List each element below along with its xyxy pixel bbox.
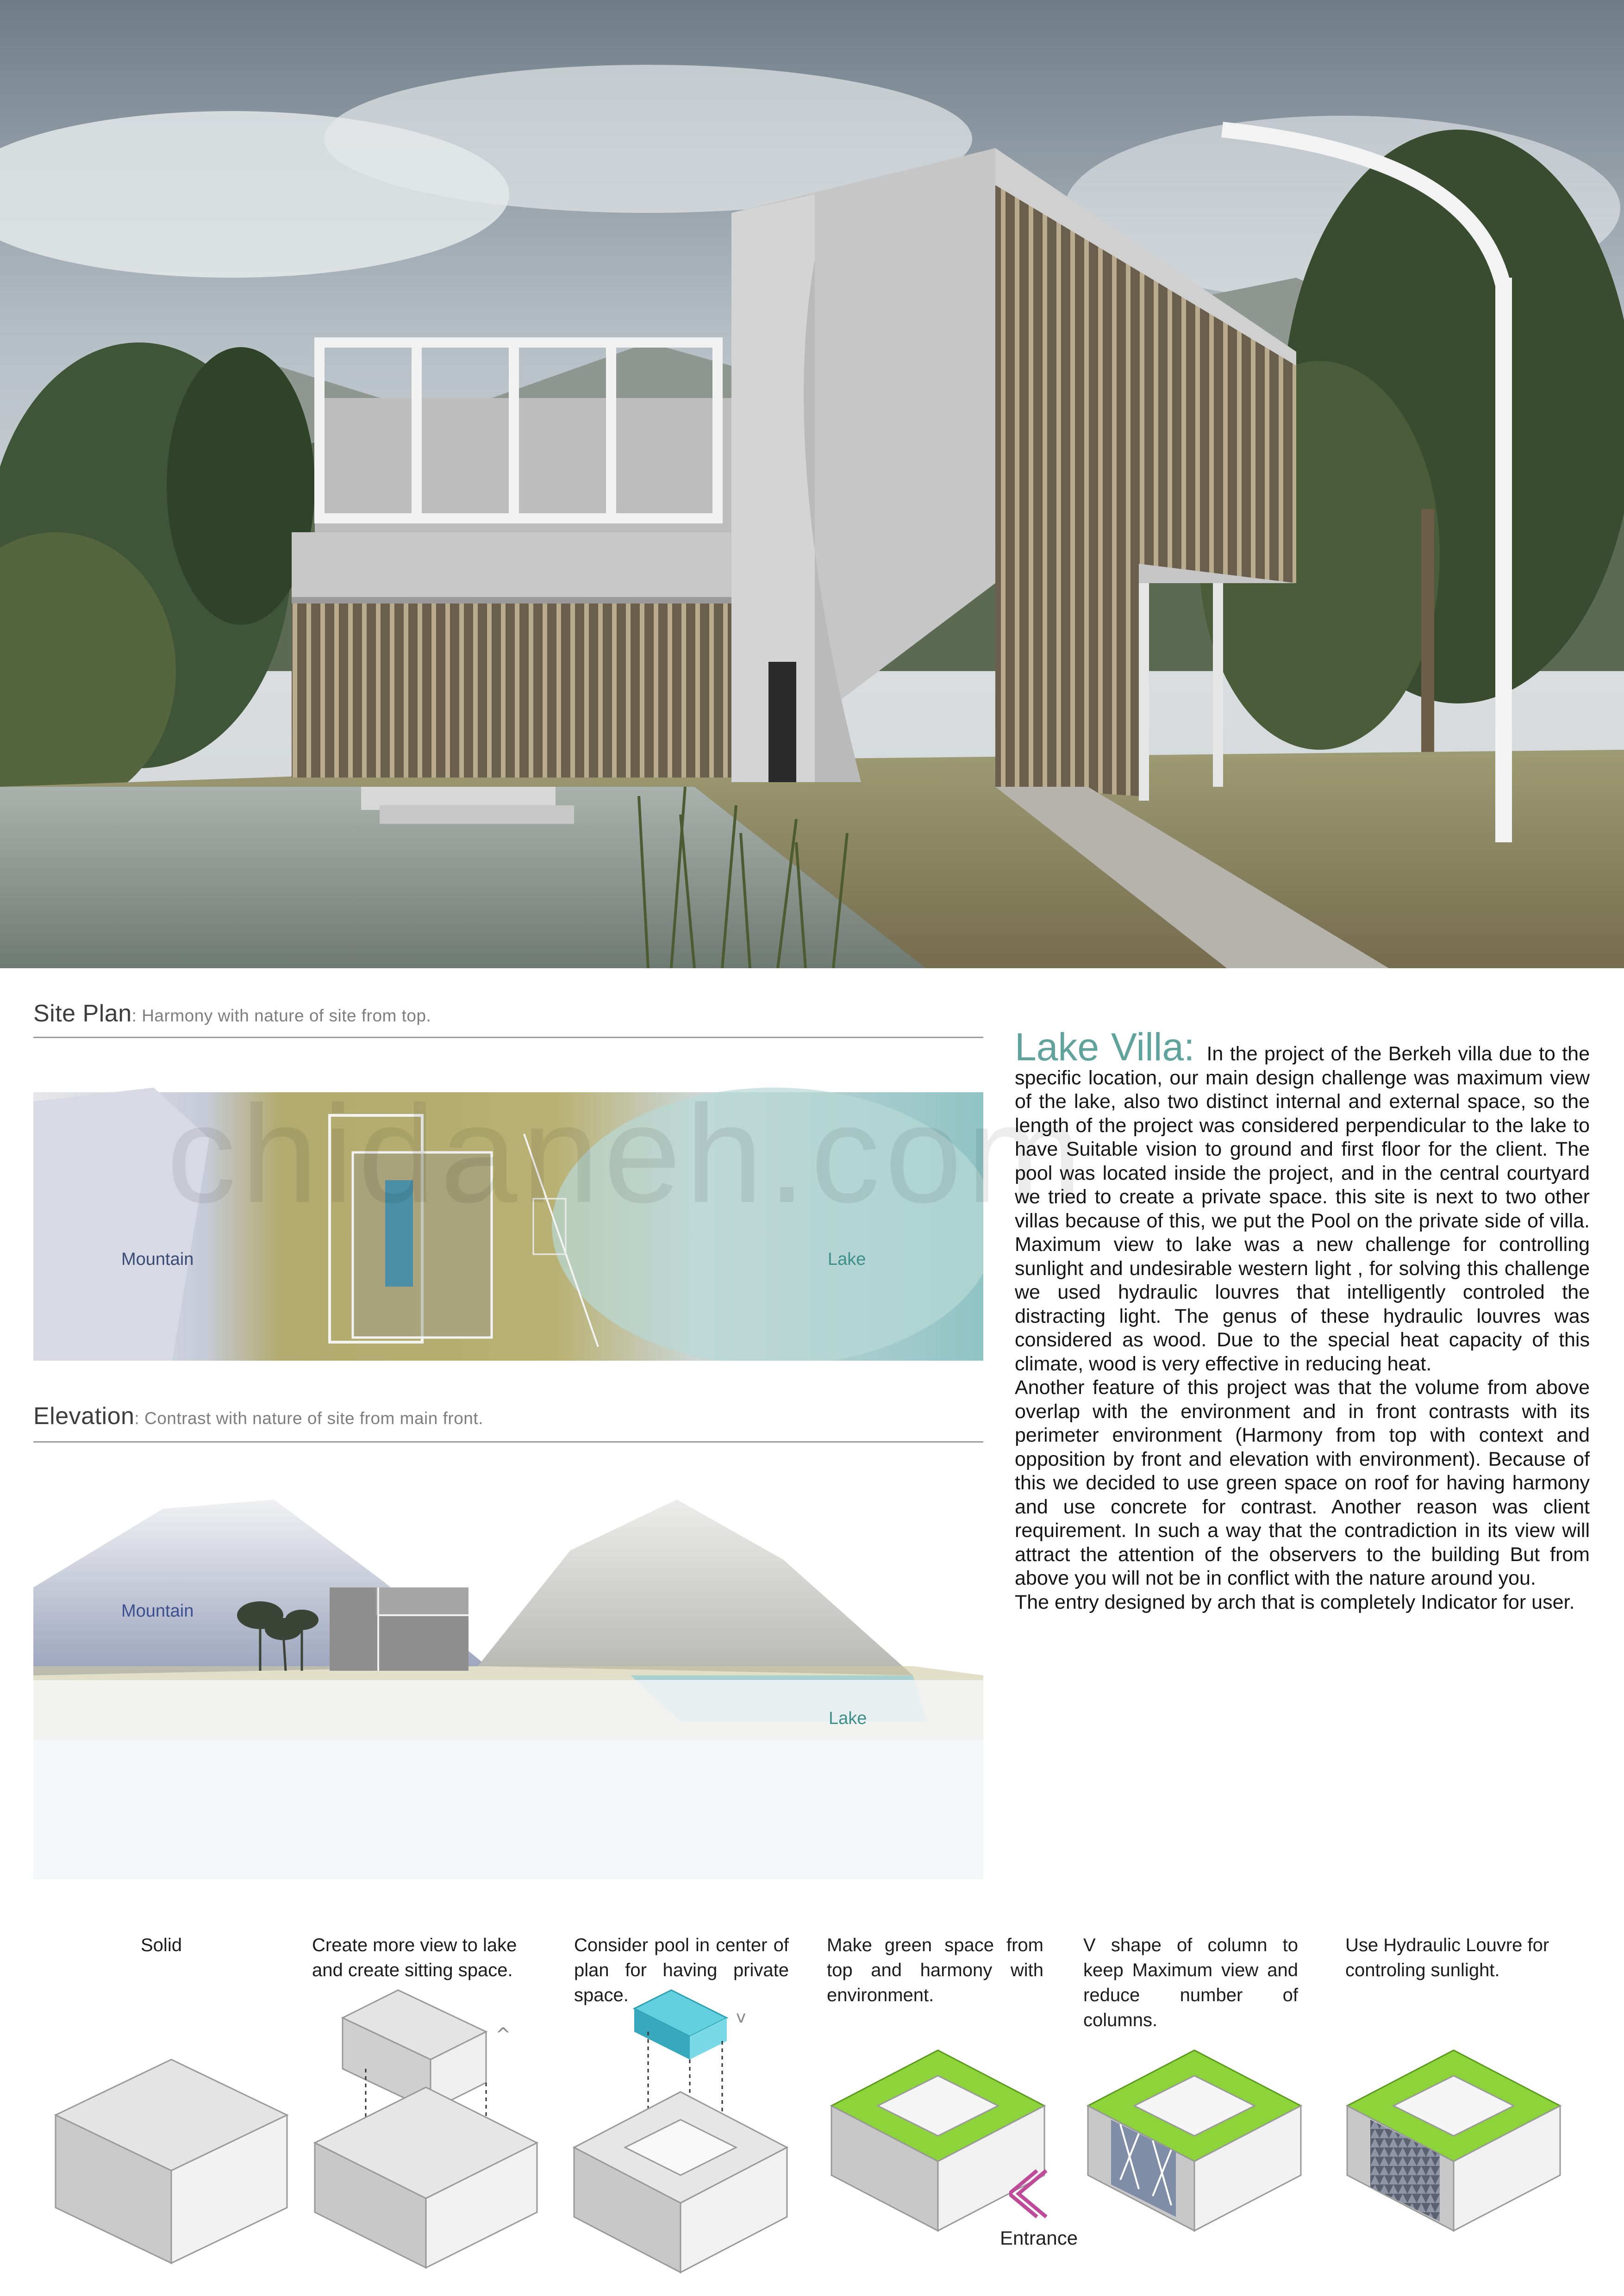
diagram-4-caption: Make green space from top and harmony with environment. <box>827 1935 1043 2005</box>
elevation-drawing <box>33 1481 983 1879</box>
diagram-3-caption: Consider pool in center of plan for having private space. <box>574 1935 789 2005</box>
hero-render-image <box>0 0 1624 968</box>
site-plan-mountain-label: Mountain <box>121 1250 194 1269</box>
diagram-2-caption: Create more view to lake and create sitting space. <box>312 1935 517 1980</box>
svg-text:^: ^ <box>495 2024 511 2046</box>
paragraph-1-text: In the project of the Berkeh villa due to the specific location, our main design challenge was maximum view of the lake, also two distinct internal and external space, so the length of the project was considered perpendicular to the lake to have Suitable vision to ground and first floor for the client. The pool was located inside the project, and in the central courtyard we tried to create a private space. this site is next to two other villas because of this, we put the Pool on the private side of villa. Maximum view to lake was a new challenge for controlling sunlight and undesirable western light , for solving this challenge we used hydraulic louvres that intelligently controled the distracting light. The genus of these hydraulic louvres was considered as wood. Due to the special heat capacity of this climate, wood is very effective in reducing heat. <box>1015 1043 1590 1375</box>
paragraph-1 <box>1015 1025 1590 1376</box>
project-description <box>1015 1025 1590 1614</box>
site-plan-heading <box>33 1000 431 1027</box>
elevation-mountain-label: Mountain <box>121 1601 194 1621</box>
diagram-6-louvres <box>1343 1999 1565 2277</box>
elevation-subtitle: : Contrast with nature of site from main front. <box>134 1409 483 1428</box>
site-plan-divider <box>33 1037 983 1038</box>
diagram-3-pool <box>569 1981 792 2277</box>
entrance-label: Entrance <box>1000 2227 1078 2249</box>
elevation-lake-label: Lake <box>829 1709 867 1728</box>
svg-text:v: v <box>736 2008 746 2027</box>
diagram-2-lifted-volume <box>310 1967 542 2277</box>
diagram-5-caption: V shape of column to keep Maximum view and reduce number of columns. <box>1083 1935 1298 2030</box>
diagram-5-v-columns <box>1083 1999 1305 2277</box>
diagram-1-solid <box>51 1999 292 2277</box>
elevation-heading <box>33 1402 483 1430</box>
site-plan-title: Site Plan <box>33 1000 132 1027</box>
watermark: chidaneh.com <box>167 1076 1087 1232</box>
entrance-arrow-icon <box>1009 2166 1051 2221</box>
paragraph-2: Another feature of this project was that the volume from above overlap with the environment and in front contrasts with its perimeter environment (Harmony from top with context and opposition by front and elevation with environment). Because of this we decided to use green space on roof for having harmony and use concrete for contrast. Another reason was client requirement. In such a way that the contradiction in its view will attract the attention of the observers to the building But from above you will not be in conflict with the nature around you. <box>1015 1376 1590 1589</box>
paragraph-3: The entry designed by arch that is completely Indicator for user. <box>1015 1591 1575 1613</box>
site-plan-subtitle: : Harmony with nature of site from top. <box>131 1006 431 1025</box>
diagram-6-caption: Use Hydraulic Louvre for controling sunlight. <box>1345 1935 1549 1980</box>
elevation-divider <box>33 1441 983 1443</box>
project-title: Lake Villa: <box>1015 1025 1195 1069</box>
elevation-title: Elevation <box>33 1403 135 1430</box>
site-plan-lake-label: Lake <box>828 1250 866 1269</box>
diagram-1-caption: Solid <box>141 1935 182 1955</box>
